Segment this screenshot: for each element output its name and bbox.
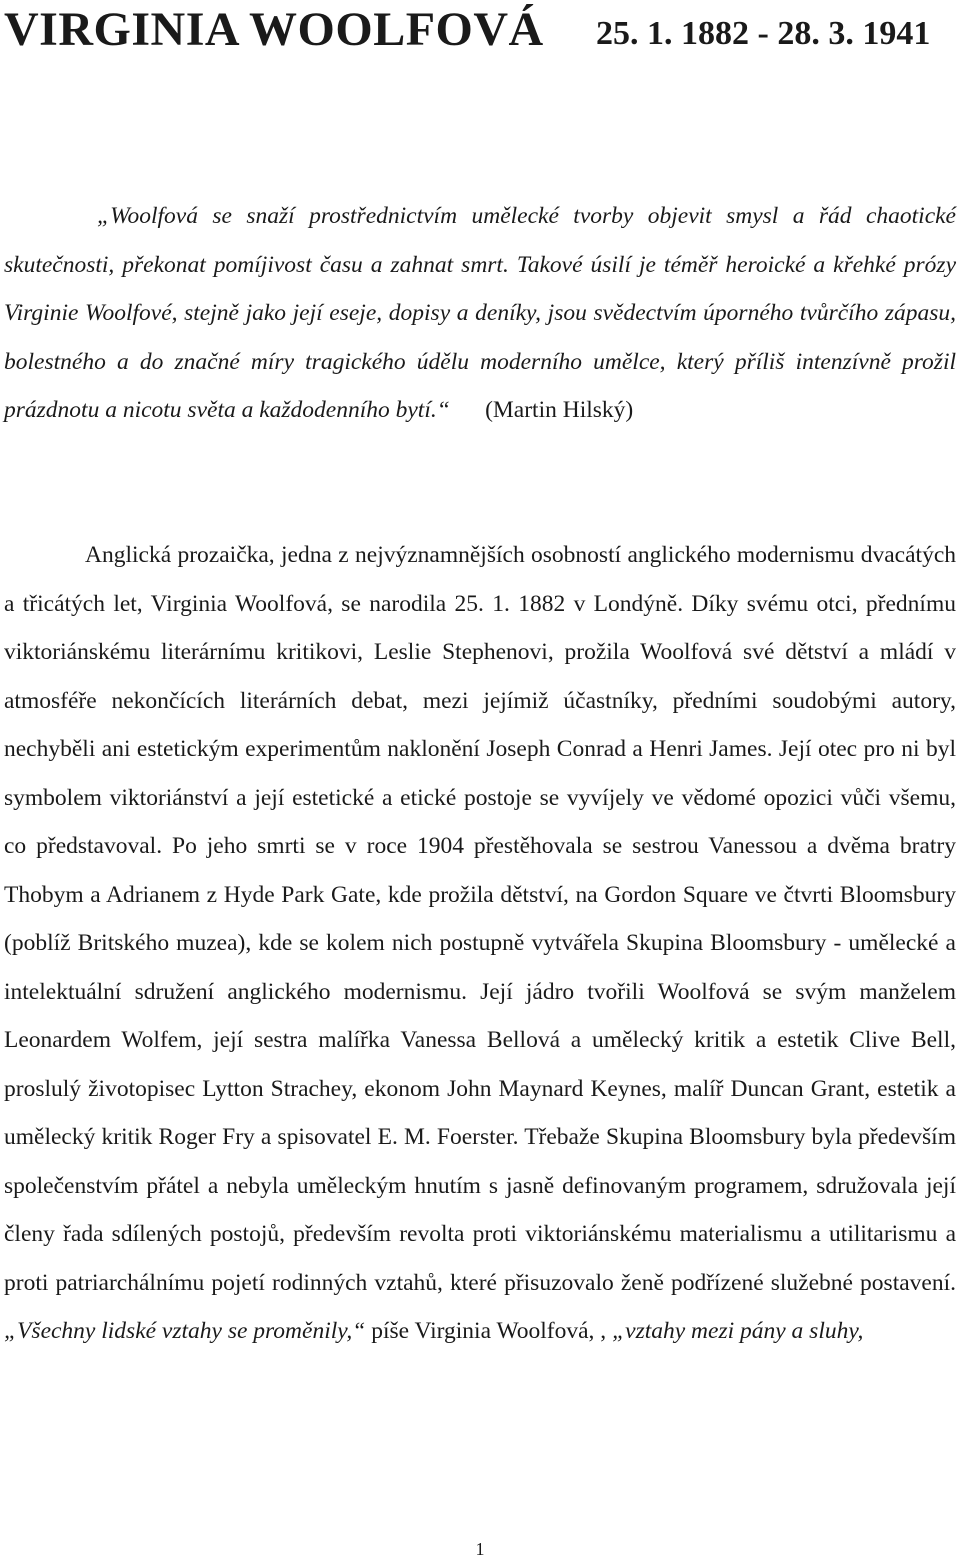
epigraph-attribution: (Martin Hilský) (485, 397, 634, 423)
document-heading (4, 2, 956, 62)
inline-connector: píše Virginia Woolfová, , (371, 1318, 607, 1344)
author-name: VIRGINIA WOOLFOVÁ (4, 3, 544, 56)
body-text: Anglická prozaička, jedna z nejvýznamnějších osobností anglického modernismu dvacátých a třicátých let, Virginia Woolfová, se narodila 25. 1. 1882 v Londýně. Díky svému otci, přednímu viktoriánskému literárnímu kritikovi, Leslie Stephenovi, prožila Woolfová své dětství a mládí v atmosféře nekončících literárních debat, mezi jejímiž účastníky, předními soudobými autory, nechyběli ani estetickým experimentům naklonění Joseph Conrad a Henri James. Její otec pro ni byl symbolem viktoriánství a její estetické a etické postoje se vyvíjely ve vědomé opozici vůči všemu, co představoval. Po jeho smrti se v roce 1904 přestěhovala se sestrou Vanessou a dvěma bratry Thobym a Adrianem z Hyde Park Gate, kde prožila dětství, na Gordon Square ve čtvrti Bloomsbury (poblíž Britského muzea), kde se kolem nich postupně vytvářela Skupina Bloomsbury - umělecké a intelektuální sdružení anglického modernismu. Její jádro tvořili Woolfová se svým manželem Leonardem Wolfem, její sestra malířka Vanessa Bellová a umělecký kritik a estetik Clive Bell, proslulý životopisec Lytton Strachey, ekonom John Maynard Keynes, malíř Duncan Grant, estetik a umělecký kritik Roger Fry a spisovatel E. M. Foerster. Třebaže Skupina Bloomsbury byla především společenstvím přátel a nebyla uměleckým hnutím s jasně definovaným programem, sdružovala její členy řada sdílených postojů, především revolta proti viktoriánskému materialismu a utilitarismu a proti patriarchálnímu pojetí rodinných vztahů, které přisuzovalo ženě podřízené služebné postavení. (4, 542, 956, 1296)
epigraph-paragraph (4, 192, 956, 435)
epigraph-quote: „Woolfová se snaží prostřednictvím umělecké tvorby objevit smysl a řád chaotické skutečnosti, překonat pomíjivost času a zahnat smrt. Takové úsilí je téměř heroické a křehké prózy Virginie Woolfové, stejně jako její eseje, dopisy a deníky, jsou svědectvím úporného tvůrčího zápasu, bolestného a do značné míry tragického údělu moderního umělce, který příliš intenzívně prožil prázdnotu a nicotu světa a každodenního bytí.“ (4, 203, 956, 423)
page-number: 1 (475, 1539, 485, 1559)
inline-quote-1: „Všechny lidské vztahy se proměnily,“ (4, 1318, 366, 1344)
life-dates: 25. 1. 1882 - 28. 3. 1941 (596, 15, 931, 52)
inline-quote-2: „vztahy mezi pány a sluhy, (612, 1318, 864, 1344)
body-paragraph (4, 531, 956, 1356)
